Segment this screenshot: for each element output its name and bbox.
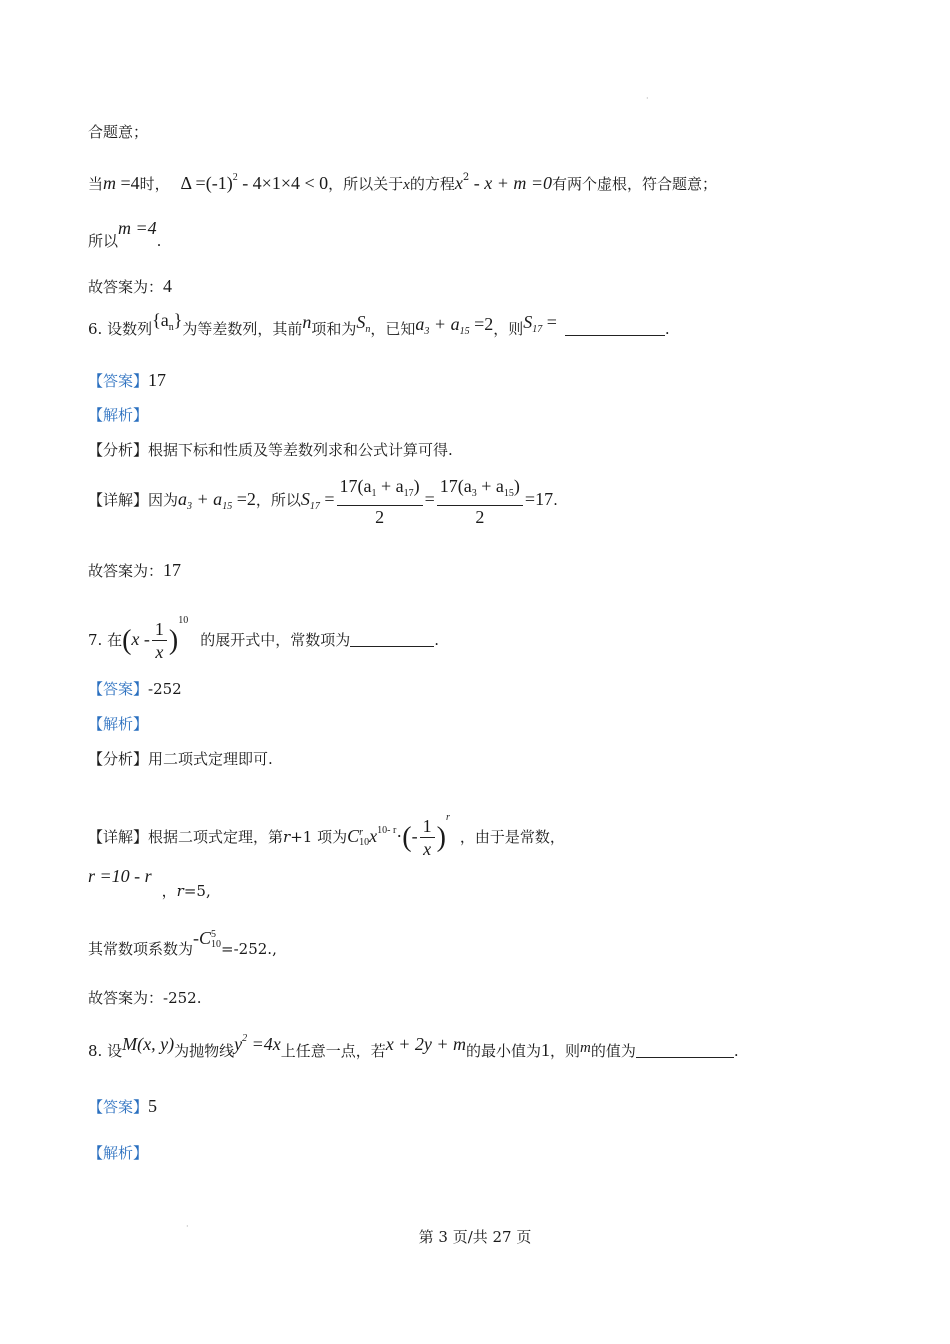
math: =17 (524, 489, 554, 509)
math-var: x (454, 173, 463, 193)
math: x (423, 839, 432, 860)
text: 的值为 (590, 1042, 636, 1060)
text-line (88, 560, 181, 581)
text: 故答案为： (88, 562, 164, 580)
math-sub: n (365, 324, 371, 335)
answer-blank (350, 632, 434, 647)
answer-blank (636, 1043, 734, 1058)
discriminant (180, 173, 328, 193)
math: = (542, 312, 557, 332)
answer-line (88, 679, 182, 699)
text: 其常数项系数为 (88, 940, 194, 958)
detail-line (88, 790, 565, 860)
math: =4x (247, 1034, 281, 1054)
text: =5, (183, 882, 211, 900)
text: . (434, 631, 440, 649)
binomial: (x - $\frac{1}{x}$ )$^{10}$ (122, 615, 189, 663)
math: C (347, 826, 360, 846)
text: +1 项为 (290, 828, 348, 846)
text: =-252., (221, 940, 277, 958)
math: C (199, 928, 212, 948)
math: S (356, 312, 366, 332)
text: 7. 在 (88, 631, 123, 649)
text: . (733, 1042, 739, 1060)
math: (x, y) (137, 1034, 175, 1054)
text: ，则 (550, 1042, 581, 1060)
math-sub: 17 (532, 324, 543, 335)
math: + a (376, 475, 404, 496)
math: 2 (475, 506, 485, 527)
math: 2 (375, 506, 385, 527)
answer-tag: 【答案】 (88, 372, 149, 390)
math-var: r (176, 882, 184, 900)
math-var: x (403, 177, 410, 193)
question-6 (88, 310, 670, 346)
math: x + 2y + m (385, 1034, 467, 1054)
text: 故答案为：-252. (88, 989, 202, 1007)
text: ，所以 (255, 491, 301, 509)
math-sub: 15 (503, 487, 514, 499)
math-var: n (302, 312, 312, 332)
math: 17(a (439, 475, 472, 496)
text: 合题意； (88, 123, 149, 141)
answer-blank (565, 321, 665, 336)
tag: 【详解】 (88, 491, 149, 509)
text: ，则 (493, 320, 524, 338)
math: m =4 (118, 218, 157, 238)
scan-dot: · (186, 1222, 189, 1231)
text: ， (161, 882, 177, 900)
math: - 4×1×4 < 0 (237, 173, 329, 193)
math-sup: 10- r (377, 825, 397, 836)
text: 项和为 (311, 320, 357, 338)
math: - x + m =0 (469, 173, 552, 193)
math: + a (429, 314, 460, 334)
text: 的方程 (409, 175, 455, 193)
tag: 【分析】 (88, 750, 149, 768)
text: 故答案为： (88, 278, 164, 296)
question-8 (88, 1030, 739, 1060)
math: } (173, 310, 183, 330)
text: 用二项式定理即可. (148, 750, 273, 768)
text: . (664, 320, 670, 338)
text-line (88, 928, 277, 964)
math-sub: 3 (187, 501, 193, 512)
analysis-text (88, 749, 273, 769)
analysis-line (88, 405, 148, 425)
detail-line: 【详解】因为$a_3 + a_{15} =2$，所以$S_{17}$ = $\frac{17(a_1 + a_{17})}{2}$ = $\frac{17(a_3 + a_{15})}{2}$ =17. (88, 475, 558, 527)
math: 1 (541, 1040, 551, 1060)
scan-dot: · (646, 94, 649, 103)
math: =2 (469, 314, 494, 334)
math: S (523, 312, 533, 332)
math: + a (192, 489, 223, 509)
math-sup: 10 (178, 615, 189, 626)
math: Δ =(-1) (180, 173, 233, 193)
text-line (88, 168, 717, 195)
math-sup: 2 (462, 172, 470, 183)
math: 17(a (339, 475, 372, 496)
text: 时， (139, 175, 170, 193)
text: 当 (88, 175, 104, 193)
math: 1 (152, 618, 167, 641)
math: y (234, 1034, 243, 1054)
answer-value: 5 (148, 1096, 158, 1116)
math-sub: 1 (371, 487, 377, 499)
math-sup: 5 (211, 928, 217, 940)
analysis-text (88, 440, 453, 460)
text: 的展开式中，常数项为 (200, 631, 351, 649)
math: ) (413, 475, 420, 496)
math: - (411, 826, 418, 846)
math: a (415, 314, 425, 334)
text: 根据下标和性质及等差数列求和公式计算可得. (148, 441, 453, 459)
text: 的最小值为 (466, 1042, 542, 1060)
text: ，已知 (370, 320, 416, 338)
analysis-tag: 【解析】 (88, 715, 149, 733)
text: ，由于是常数， (459, 828, 565, 846)
math: + a (476, 475, 504, 496)
text: . (156, 232, 162, 250)
math-var: r (283, 828, 291, 846)
math-sub: 10 (211, 938, 222, 950)
text: 有两个虚根，符合题意； (552, 175, 718, 193)
text: 根据二项式定理，第 (148, 828, 284, 846)
math: M (122, 1034, 138, 1054)
math: S (300, 489, 310, 509)
tag: 【详解】 (88, 828, 149, 846)
text: ，所以关于 (328, 175, 404, 193)
text: 6. 设数列 (88, 320, 153, 338)
fraction (437, 475, 523, 528)
text-line (88, 276, 172, 297)
math: = (319, 489, 335, 509)
math: =2 (232, 489, 256, 509)
answer-line (88, 1096, 157, 1117)
page-footer: 第 3 页/共 27 页 (418, 1228, 532, 1246)
text: 为等差数列，其前 (182, 320, 303, 338)
text-line (88, 122, 148, 142)
analysis-line (88, 714, 148, 734)
math-sub: 3 (471, 487, 477, 499)
general-term: C r 10 $x^{10- r}\cdot(-$ $\frac{1}{x}$ )$^r$ (347, 812, 450, 860)
math-sub: 10 (359, 836, 370, 848)
math: 1 (420, 815, 435, 838)
analysis-tag: 【解析】 (88, 1144, 149, 1162)
math-var: m (580, 1040, 591, 1056)
answer-tag: 【答案】 (88, 680, 149, 698)
math-var: m (103, 173, 117, 193)
math: a (178, 489, 188, 509)
text-line (88, 988, 201, 1008)
math: 17 (163, 560, 182, 580)
math-sub: 17 (403, 487, 414, 499)
math: ) (513, 475, 520, 496)
math: x (155, 642, 164, 663)
math: {a (152, 310, 169, 330)
answer-tag: 【答案】 (88, 1098, 149, 1116)
answer-value: -252 (148, 680, 182, 698)
text: . (553, 491, 558, 509)
text: 因为 (148, 491, 179, 509)
math: x (369, 826, 378, 846)
text-line (88, 218, 162, 250)
text: 上任意一点，若 (280, 1042, 386, 1060)
question-7 (88, 596, 440, 663)
math: 4 (163, 276, 173, 296)
text: 所以 (88, 232, 119, 250)
math-sup: r (359, 826, 364, 838)
math-sub: 3 (424, 326, 430, 337)
analysis-line (88, 1143, 148, 1163)
math: - (193, 928, 200, 948)
math-sub: 15 (459, 326, 470, 337)
tag: 【分析】 (88, 441, 149, 459)
math: =4 (116, 173, 140, 193)
fraction (337, 475, 423, 528)
text-line (88, 866, 211, 900)
math-sup: 2 (242, 1033, 248, 1044)
math-sup: r (445, 812, 450, 823)
analysis-tag: 【解析】 (88, 406, 149, 424)
answer-line (88, 370, 166, 391)
answer-value: 17 (148, 370, 167, 390)
math-sub: n (168, 322, 174, 333)
math-sub: 17 (309, 501, 320, 512)
text: 为抛物线 (174, 1042, 235, 1060)
math: · (396, 826, 403, 846)
math-sub: 15 (222, 501, 233, 512)
math-sup: 2 (232, 172, 238, 183)
text: 8. 设 (88, 1042, 123, 1060)
math: r =10 - r (88, 866, 152, 886)
math: x - (131, 629, 150, 649)
